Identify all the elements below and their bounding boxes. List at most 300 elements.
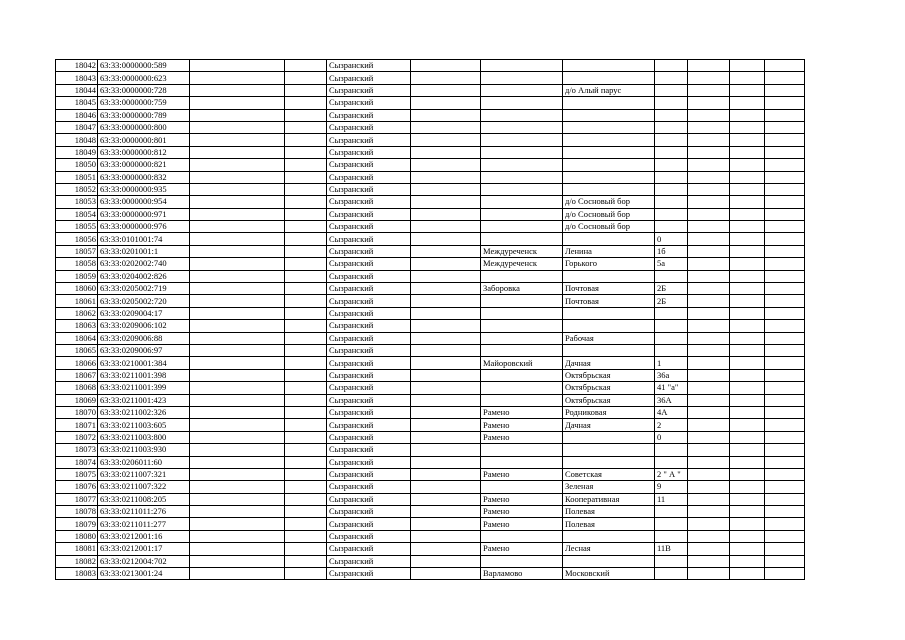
cell-empty[interactable] bbox=[411, 208, 481, 220]
cell-empty[interactable] bbox=[285, 121, 327, 133]
cell-locality[interactable]: Рамено bbox=[481, 406, 563, 418]
cell-locality[interactable] bbox=[481, 134, 563, 146]
cell-street[interactable] bbox=[563, 146, 655, 158]
cell-cadastral-number[interactable]: 63:33:0212001:17 bbox=[98, 543, 190, 555]
cell-cadastral-number[interactable]: 63:33:0000000:821 bbox=[98, 159, 190, 171]
cell-locality[interactable]: Рамено bbox=[481, 506, 563, 518]
cell-empty[interactable] bbox=[285, 332, 327, 344]
cell-id[interactable]: 18071 bbox=[56, 419, 98, 431]
cell-locality[interactable] bbox=[481, 344, 563, 356]
cell-id[interactable]: 18044 bbox=[56, 84, 98, 96]
cell-id[interactable]: 18079 bbox=[56, 518, 98, 530]
cell-district[interactable]: Сызранский bbox=[327, 258, 411, 270]
cell-empty[interactable] bbox=[190, 493, 285, 505]
cell-empty[interactable] bbox=[765, 468, 805, 480]
cell-house[interactable] bbox=[655, 109, 688, 121]
cell-id[interactable]: 18070 bbox=[56, 406, 98, 418]
cell-empty[interactable] bbox=[688, 72, 730, 84]
cell-empty[interactable] bbox=[765, 121, 805, 133]
cell-street[interactable] bbox=[563, 134, 655, 146]
cell-district[interactable]: Сызранский bbox=[327, 344, 411, 356]
cell-empty[interactable] bbox=[730, 456, 765, 468]
cell-district[interactable]: Сызранский bbox=[327, 196, 411, 208]
cell-empty[interactable] bbox=[411, 543, 481, 555]
cell-street[interactable]: Октябрьская bbox=[563, 382, 655, 394]
cell-empty[interactable] bbox=[688, 60, 730, 72]
cell-cadastral-number[interactable]: 63:33:0211008:205 bbox=[98, 493, 190, 505]
cell-empty[interactable] bbox=[765, 332, 805, 344]
cell-empty[interactable] bbox=[688, 171, 730, 183]
cell-locality[interactable] bbox=[481, 307, 563, 319]
cell-cadastral-number[interactable]: 63:33:0201001:1 bbox=[98, 245, 190, 257]
cell-house[interactable] bbox=[655, 568, 688, 580]
cell-id[interactable]: 18051 bbox=[56, 171, 98, 183]
cell-empty[interactable] bbox=[411, 419, 481, 431]
cell-house[interactable]: 36а bbox=[655, 369, 688, 381]
cell-empty[interactable] bbox=[688, 146, 730, 158]
cell-house[interactable] bbox=[655, 320, 688, 332]
cell-house[interactable] bbox=[655, 506, 688, 518]
cell-cadastral-number[interactable]: 63:33:0211001:399 bbox=[98, 382, 190, 394]
cell-empty[interactable] bbox=[190, 431, 285, 443]
cell-empty[interactable] bbox=[411, 258, 481, 270]
cell-house[interactable] bbox=[655, 72, 688, 84]
cell-house[interactable] bbox=[655, 555, 688, 567]
cell-empty[interactable] bbox=[730, 530, 765, 542]
cell-district[interactable]: Сызранский bbox=[327, 506, 411, 518]
cell-empty[interactable] bbox=[411, 159, 481, 171]
cell-empty[interactable] bbox=[190, 270, 285, 282]
cell-district[interactable]: Сызранский bbox=[327, 270, 411, 282]
cell-empty[interactable] bbox=[411, 344, 481, 356]
cell-empty[interactable] bbox=[190, 233, 285, 245]
cell-empty[interactable] bbox=[285, 159, 327, 171]
cell-empty[interactable] bbox=[285, 369, 327, 381]
cell-street[interactable] bbox=[563, 183, 655, 195]
cell-cadastral-number[interactable]: 63:33:0205002:719 bbox=[98, 283, 190, 295]
cell-empty[interactable] bbox=[411, 245, 481, 257]
cell-empty[interactable] bbox=[285, 481, 327, 493]
cell-house[interactable] bbox=[655, 60, 688, 72]
cell-empty[interactable] bbox=[190, 60, 285, 72]
cell-locality[interactable] bbox=[481, 60, 563, 72]
cell-empty[interactable] bbox=[411, 332, 481, 344]
cell-street[interactable]: Полевая bbox=[563, 506, 655, 518]
cell-empty[interactable] bbox=[765, 72, 805, 84]
cell-empty[interactable] bbox=[730, 270, 765, 282]
cell-empty[interactable] bbox=[190, 196, 285, 208]
cell-id[interactable]: 18077 bbox=[56, 493, 98, 505]
cell-empty[interactable] bbox=[190, 543, 285, 555]
cell-empty[interactable] bbox=[765, 369, 805, 381]
cell-locality[interactable]: Рамено bbox=[481, 543, 563, 555]
cell-empty[interactable] bbox=[688, 555, 730, 567]
cell-street[interactable]: Лесная bbox=[563, 543, 655, 555]
cell-district[interactable]: Сызранский bbox=[327, 543, 411, 555]
cell-district[interactable]: Сызранский bbox=[327, 369, 411, 381]
cell-empty[interactable] bbox=[285, 419, 327, 431]
cell-street[interactable] bbox=[563, 555, 655, 567]
cell-empty[interactable] bbox=[765, 456, 805, 468]
cell-locality[interactable] bbox=[481, 555, 563, 567]
cell-empty[interactable] bbox=[688, 283, 730, 295]
cell-house[interactable] bbox=[655, 84, 688, 96]
cell-district[interactable]: Сызранский bbox=[327, 357, 411, 369]
cell-empty[interactable] bbox=[730, 233, 765, 245]
cell-empty[interactable] bbox=[765, 97, 805, 109]
cell-house[interactable]: 5а bbox=[655, 258, 688, 270]
cell-cadastral-number[interactable]: 63:33:0000000:976 bbox=[98, 221, 190, 233]
cell-empty[interactable] bbox=[688, 543, 730, 555]
cell-empty[interactable] bbox=[411, 97, 481, 109]
cell-cadastral-number[interactable]: 63:33:0000000:801 bbox=[98, 134, 190, 146]
cell-empty[interactable] bbox=[765, 84, 805, 96]
cell-empty[interactable] bbox=[411, 221, 481, 233]
cell-empty[interactable] bbox=[190, 134, 285, 146]
cell-locality[interactable] bbox=[481, 295, 563, 307]
cell-district[interactable]: Сызранский bbox=[327, 283, 411, 295]
cell-empty[interactable] bbox=[285, 406, 327, 418]
cell-empty[interactable] bbox=[285, 543, 327, 555]
cell-empty[interactable] bbox=[285, 171, 327, 183]
cell-locality[interactable] bbox=[481, 146, 563, 158]
cell-id[interactable]: 18064 bbox=[56, 332, 98, 344]
cell-empty[interactable] bbox=[190, 456, 285, 468]
cell-empty[interactable] bbox=[688, 568, 730, 580]
cell-street[interactable]: Почтовая bbox=[563, 295, 655, 307]
cell-id[interactable]: 18067 bbox=[56, 369, 98, 381]
cell-cadastral-number[interactable]: 63:33:0101001:74 bbox=[98, 233, 190, 245]
cell-empty[interactable] bbox=[688, 258, 730, 270]
cell-house[interactable] bbox=[655, 530, 688, 542]
cell-empty[interactable] bbox=[730, 159, 765, 171]
cell-empty[interactable] bbox=[285, 382, 327, 394]
cell-house[interactable] bbox=[655, 134, 688, 146]
cell-empty[interactable] bbox=[285, 208, 327, 220]
cell-empty[interactable] bbox=[688, 382, 730, 394]
cell-district[interactable]: Сызранский bbox=[327, 221, 411, 233]
cell-empty[interactable] bbox=[730, 344, 765, 356]
cell-id[interactable]: 18042 bbox=[56, 60, 98, 72]
cell-cadastral-number[interactable]: 63:33:0206011:60 bbox=[98, 456, 190, 468]
cell-empty[interactable] bbox=[688, 481, 730, 493]
cell-empty[interactable] bbox=[688, 270, 730, 282]
cell-district[interactable]: Сызранский bbox=[327, 332, 411, 344]
cell-street[interactable] bbox=[563, 159, 655, 171]
cell-street[interactable]: д/о Сосновый бор bbox=[563, 208, 655, 220]
cell-district[interactable]: Сызранский bbox=[327, 568, 411, 580]
cell-house[interactable]: 0 bbox=[655, 233, 688, 245]
cell-house[interactable] bbox=[655, 307, 688, 319]
cell-house[interactable] bbox=[655, 456, 688, 468]
cell-empty[interactable] bbox=[285, 134, 327, 146]
cell-empty[interactable] bbox=[730, 221, 765, 233]
cell-empty[interactable] bbox=[285, 568, 327, 580]
cell-district[interactable]: Сызранский bbox=[327, 159, 411, 171]
cell-empty[interactable] bbox=[765, 506, 805, 518]
cell-empty[interactable] bbox=[730, 543, 765, 555]
cell-empty[interactable] bbox=[765, 208, 805, 220]
cell-street[interactable] bbox=[563, 171, 655, 183]
cell-empty[interactable] bbox=[688, 518, 730, 530]
cell-empty[interactable] bbox=[285, 444, 327, 456]
cell-empty[interactable] bbox=[285, 518, 327, 530]
cell-locality[interactable]: Майоровский bbox=[481, 357, 563, 369]
cell-house[interactable] bbox=[655, 183, 688, 195]
cell-empty[interactable] bbox=[190, 97, 285, 109]
cell-locality[interactable] bbox=[481, 84, 563, 96]
cell-empty[interactable] bbox=[190, 208, 285, 220]
cell-district[interactable]: Сызранский bbox=[327, 109, 411, 121]
cell-empty[interactable] bbox=[730, 60, 765, 72]
cell-empty[interactable] bbox=[765, 221, 805, 233]
cell-empty[interactable] bbox=[285, 245, 327, 257]
cell-empty[interactable] bbox=[688, 196, 730, 208]
cell-empty[interactable] bbox=[190, 344, 285, 356]
cell-cadastral-number[interactable]: 63:33:0202002:740 bbox=[98, 258, 190, 270]
cell-id[interactable]: 18048 bbox=[56, 134, 98, 146]
cell-house[interactable]: 1 bbox=[655, 357, 688, 369]
cell-empty[interactable] bbox=[285, 84, 327, 96]
cell-house[interactable] bbox=[655, 159, 688, 171]
cell-house[interactable]: 2 " А " bbox=[655, 468, 688, 480]
cell-empty[interactable] bbox=[730, 146, 765, 158]
cell-cadastral-number[interactable]: 63:33:0000000:954 bbox=[98, 196, 190, 208]
cell-empty[interactable] bbox=[411, 283, 481, 295]
cell-locality[interactable] bbox=[481, 171, 563, 183]
cell-empty[interactable] bbox=[411, 369, 481, 381]
cell-street[interactable]: Ленина bbox=[563, 245, 655, 257]
cell-district[interactable]: Сызранский bbox=[327, 493, 411, 505]
cell-empty[interactable] bbox=[730, 518, 765, 530]
cell-empty[interactable] bbox=[285, 493, 327, 505]
cell-id[interactable]: 18055 bbox=[56, 221, 98, 233]
cell-empty[interactable] bbox=[730, 394, 765, 406]
cell-empty[interactable] bbox=[285, 60, 327, 72]
cell-district[interactable]: Сызранский bbox=[327, 121, 411, 133]
cell-district[interactable]: Сызранский bbox=[327, 468, 411, 480]
cell-id[interactable]: 18062 bbox=[56, 307, 98, 319]
cell-id[interactable]: 18068 bbox=[56, 382, 98, 394]
cell-empty[interactable] bbox=[688, 245, 730, 257]
cell-empty[interactable] bbox=[190, 357, 285, 369]
cell-district[interactable]: Сызранский bbox=[327, 97, 411, 109]
cell-street[interactable]: Советская bbox=[563, 468, 655, 480]
cell-empty[interactable] bbox=[765, 530, 805, 542]
cell-empty[interactable] bbox=[190, 530, 285, 542]
cell-empty[interactable] bbox=[730, 332, 765, 344]
cell-district[interactable]: Сызранский bbox=[327, 245, 411, 257]
cell-empty[interactable] bbox=[765, 258, 805, 270]
cell-empty[interactable] bbox=[411, 270, 481, 282]
cell-empty[interactable] bbox=[765, 555, 805, 567]
cell-empty[interactable] bbox=[765, 233, 805, 245]
cell-street[interactable]: Октябрьская bbox=[563, 369, 655, 381]
cell-house[interactable] bbox=[655, 444, 688, 456]
cell-house[interactable]: 0 bbox=[655, 431, 688, 443]
cell-empty[interactable] bbox=[765, 196, 805, 208]
cell-locality[interactable] bbox=[481, 233, 563, 245]
cell-empty[interactable] bbox=[688, 221, 730, 233]
cell-street[interactable] bbox=[563, 60, 655, 72]
cell-house[interactable] bbox=[655, 208, 688, 220]
cell-id[interactable]: 18057 bbox=[56, 245, 98, 257]
cell-id[interactable]: 18060 bbox=[56, 283, 98, 295]
cell-empty[interactable] bbox=[765, 183, 805, 195]
cell-id[interactable]: 18052 bbox=[56, 183, 98, 195]
cell-empty[interactable] bbox=[765, 481, 805, 493]
cell-empty[interactable] bbox=[285, 221, 327, 233]
cell-cadastral-number[interactable]: 63:33:0209004:17 bbox=[98, 307, 190, 319]
cell-cadastral-number[interactable]: 63:33:0213001:24 bbox=[98, 568, 190, 580]
cell-empty[interactable] bbox=[730, 196, 765, 208]
cell-empty[interactable] bbox=[285, 97, 327, 109]
cell-empty[interactable] bbox=[190, 159, 285, 171]
cell-empty[interactable] bbox=[688, 444, 730, 456]
cell-empty[interactable] bbox=[285, 530, 327, 542]
cell-empty[interactable] bbox=[730, 406, 765, 418]
cell-empty[interactable] bbox=[765, 344, 805, 356]
cell-cadastral-number[interactable]: 63:33:0209006:88 bbox=[98, 332, 190, 344]
cell-empty[interactable] bbox=[730, 481, 765, 493]
cell-empty[interactable] bbox=[285, 295, 327, 307]
cell-empty[interactable] bbox=[285, 555, 327, 567]
cell-street[interactable] bbox=[563, 320, 655, 332]
cell-empty[interactable] bbox=[765, 245, 805, 257]
cell-locality[interactable]: Рамено bbox=[481, 419, 563, 431]
cell-id[interactable]: 18061 bbox=[56, 295, 98, 307]
cell-locality[interactable]: Междуреченск bbox=[481, 258, 563, 270]
cell-id[interactable]: 18074 bbox=[56, 456, 98, 468]
cell-locality[interactable] bbox=[481, 320, 563, 332]
cell-empty[interactable] bbox=[190, 221, 285, 233]
cell-locality[interactable] bbox=[481, 530, 563, 542]
cell-empty[interactable] bbox=[688, 295, 730, 307]
cell-empty[interactable] bbox=[765, 357, 805, 369]
cell-empty[interactable] bbox=[730, 468, 765, 480]
cell-empty[interactable] bbox=[285, 258, 327, 270]
cell-empty[interactable] bbox=[688, 97, 730, 109]
cell-empty[interactable] bbox=[765, 283, 805, 295]
cell-empty[interactable] bbox=[765, 419, 805, 431]
cell-empty[interactable] bbox=[765, 295, 805, 307]
cell-cadastral-number[interactable]: 63:33:0211003:605 bbox=[98, 419, 190, 431]
cell-empty[interactable] bbox=[765, 406, 805, 418]
cell-empty[interactable] bbox=[411, 72, 481, 84]
cell-empty[interactable] bbox=[765, 146, 805, 158]
cell-district[interactable]: Сызранский bbox=[327, 394, 411, 406]
cell-cadastral-number[interactable]: 63:33:0000000:812 bbox=[98, 146, 190, 158]
cell-street[interactable] bbox=[563, 97, 655, 109]
cell-street[interactable]: Зеленая bbox=[563, 481, 655, 493]
cell-empty[interactable] bbox=[730, 307, 765, 319]
cell-id[interactable]: 18080 bbox=[56, 530, 98, 542]
cell-locality[interactable] bbox=[481, 444, 563, 456]
cell-house[interactable]: 11В bbox=[655, 543, 688, 555]
cell-empty[interactable] bbox=[190, 84, 285, 96]
cell-cadastral-number[interactable]: 63:33:0211007:322 bbox=[98, 481, 190, 493]
cell-empty[interactable] bbox=[730, 369, 765, 381]
cell-district[interactable]: Сызранский bbox=[327, 555, 411, 567]
cell-district[interactable]: Сызранский bbox=[327, 431, 411, 443]
cell-empty[interactable] bbox=[688, 419, 730, 431]
cell-cadastral-number[interactable]: 63:33:0000000:789 bbox=[98, 109, 190, 121]
cell-empty[interactable] bbox=[730, 72, 765, 84]
cell-empty[interactable] bbox=[411, 233, 481, 245]
cell-empty[interactable] bbox=[730, 171, 765, 183]
cell-empty[interactable] bbox=[285, 468, 327, 480]
cell-empty[interactable] bbox=[765, 60, 805, 72]
cell-empty[interactable] bbox=[411, 481, 481, 493]
cell-street[interactable]: Рабочая bbox=[563, 332, 655, 344]
cell-empty[interactable] bbox=[688, 406, 730, 418]
cell-empty[interactable] bbox=[688, 357, 730, 369]
cell-cadastral-number[interactable]: 63:33:0000000:728 bbox=[98, 84, 190, 96]
cell-locality[interactable] bbox=[481, 382, 563, 394]
cell-locality[interactable] bbox=[481, 332, 563, 344]
cell-locality[interactable] bbox=[481, 456, 563, 468]
cell-empty[interactable] bbox=[688, 233, 730, 245]
cell-empty[interactable] bbox=[411, 530, 481, 542]
cell-house[interactable] bbox=[655, 344, 688, 356]
cell-empty[interactable] bbox=[285, 146, 327, 158]
cell-street[interactable] bbox=[563, 270, 655, 282]
cell-district[interactable]: Сызранский bbox=[327, 146, 411, 158]
cell-id[interactable]: 18047 bbox=[56, 121, 98, 133]
cell-locality[interactable]: Рамено bbox=[481, 468, 563, 480]
cell-empty[interactable] bbox=[688, 468, 730, 480]
cell-empty[interactable] bbox=[190, 72, 285, 84]
cell-cadastral-number[interactable]: 63:33:0210001:384 bbox=[98, 357, 190, 369]
cell-district[interactable]: Сызранский bbox=[327, 419, 411, 431]
cell-street[interactable]: д/о Сосновый бор bbox=[563, 196, 655, 208]
cell-id[interactable]: 18056 bbox=[56, 233, 98, 245]
cell-id[interactable]: 18043 bbox=[56, 72, 98, 84]
cell-empty[interactable] bbox=[730, 357, 765, 369]
cell-street[interactable] bbox=[563, 233, 655, 245]
cell-id[interactable]: 18078 bbox=[56, 506, 98, 518]
cell-locality[interactable] bbox=[481, 109, 563, 121]
cell-street[interactable] bbox=[563, 530, 655, 542]
cell-empty[interactable] bbox=[730, 320, 765, 332]
cell-empty[interactable] bbox=[285, 233, 327, 245]
cell-empty[interactable] bbox=[730, 506, 765, 518]
cell-empty[interactable] bbox=[688, 320, 730, 332]
cell-empty[interactable] bbox=[190, 307, 285, 319]
cell-id[interactable]: 18049 bbox=[56, 146, 98, 158]
cell-district[interactable]: Сызранский bbox=[327, 295, 411, 307]
cell-empty[interactable] bbox=[411, 444, 481, 456]
cell-street[interactable] bbox=[563, 109, 655, 121]
cell-id[interactable]: 18081 bbox=[56, 543, 98, 555]
cell-empty[interactable] bbox=[190, 332, 285, 344]
cell-district[interactable]: Сызранский bbox=[327, 307, 411, 319]
cell-district[interactable]: Сызранский bbox=[327, 233, 411, 245]
cell-empty[interactable] bbox=[688, 493, 730, 505]
cell-empty[interactable] bbox=[730, 431, 765, 443]
cell-empty[interactable] bbox=[411, 506, 481, 518]
cell-empty[interactable] bbox=[411, 295, 481, 307]
cell-empty[interactable] bbox=[411, 60, 481, 72]
cell-id[interactable]: 18073 bbox=[56, 444, 98, 456]
cell-empty[interactable] bbox=[411, 196, 481, 208]
cell-district[interactable]: Сызранский bbox=[327, 183, 411, 195]
cell-empty[interactable] bbox=[285, 357, 327, 369]
cell-empty[interactable] bbox=[730, 183, 765, 195]
cell-empty[interactable] bbox=[285, 183, 327, 195]
cell-house[interactable]: 11 bbox=[655, 493, 688, 505]
cell-street[interactable]: Октябрьская bbox=[563, 394, 655, 406]
